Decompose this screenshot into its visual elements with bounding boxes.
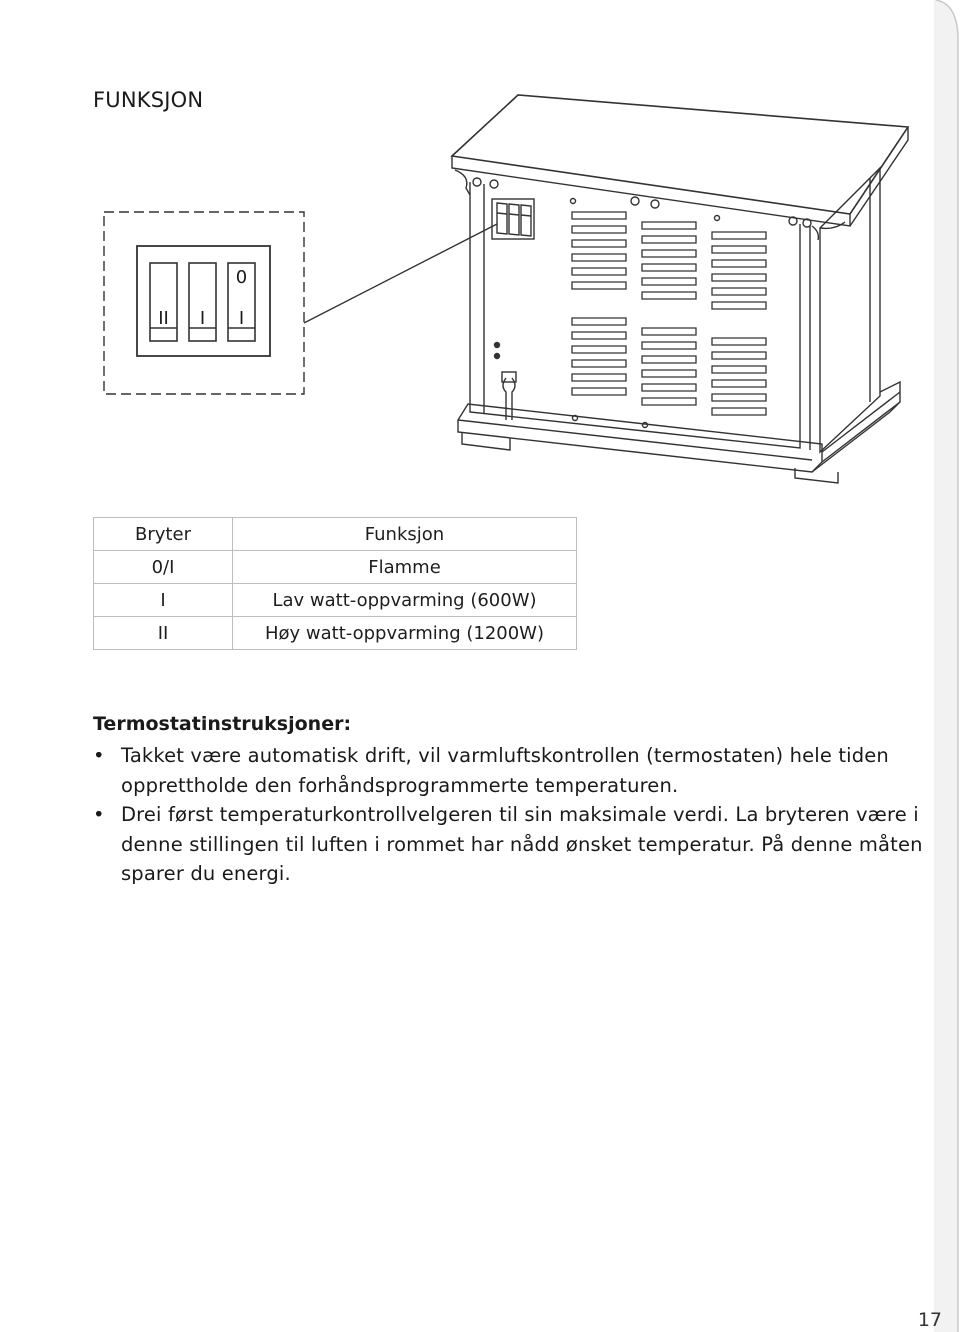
list-item	[93, 800, 943, 889]
switch-high	[150, 263, 177, 341]
list-item-text: Takket være automatisk drift, vil varmluftskontrollen (termostaten) hele tiden opprettholde den forhåndsprogrammerte temperaturen.	[121, 744, 889, 797]
header-switch: Bryter	[94, 518, 233, 551]
thermostat-instructions	[93, 713, 943, 889]
row-switch: I	[94, 584, 233, 617]
table-row	[94, 617, 577, 650]
table-row	[94, 584, 577, 617]
instructions-title: Termostatinstruksjoner:	[93, 713, 352, 735]
switch-low	[189, 263, 216, 341]
bullet-icon: •	[93, 803, 105, 826]
callout-leader	[304, 224, 497, 323]
switch-label-low: I	[199, 308, 206, 329]
table-row	[94, 551, 577, 584]
table-header-row	[94, 518, 577, 551]
row-switch: 0/I	[94, 551, 233, 584]
switch-label-high: II	[158, 308, 169, 329]
page-number: 17	[917, 1309, 942, 1331]
callout-frame	[104, 212, 304, 394]
row-function: Høy watt-oppvarming (1200W)	[233, 617, 577, 650]
list-item-text: Drei først temperaturkontrollvelgeren til sin maksimale verdi. La bryteren være i denne stillingen til luften i rommet har nådd ønsket temperatur. På denne måten sparer du energi.	[121, 803, 923, 885]
row-function: Flamme	[233, 551, 577, 584]
switch-label-flame: I	[238, 308, 245, 329]
switch-off-mark: 0	[235, 267, 248, 288]
list-item	[93, 741, 943, 800]
page-title: FUNKSJON	[93, 88, 204, 112]
row-function: Lav watt-oppvarming (600W)	[233, 584, 577, 617]
heater-diagram	[0, 0, 960, 500]
vent-slots	[572, 212, 766, 415]
instructions-list	[93, 741, 943, 889]
row-switch: II	[94, 617, 233, 650]
header-function: Funksjon	[233, 518, 577, 551]
switch-function-table	[93, 517, 577, 650]
bullet-icon: •	[93, 744, 105, 767]
